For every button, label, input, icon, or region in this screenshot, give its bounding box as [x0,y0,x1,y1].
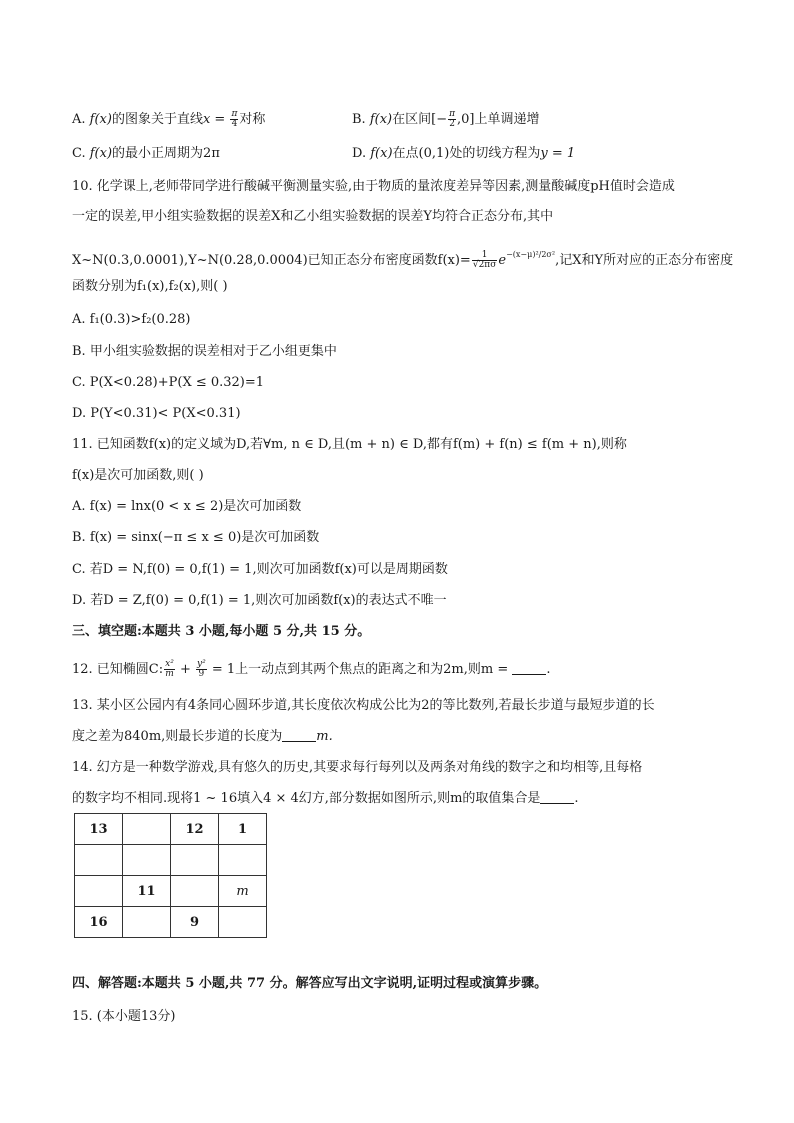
grid-cell-m: m [219,876,267,907]
grid-cell [171,845,219,876]
q13-line-2: 度之差为840m,则最长步道的长度为 m. [72,729,333,744]
grid-cell [219,845,267,876]
q10-line-3: X~N(0.3,0.0001),Y~N(0.28,0.0004)已知正态分布密度函数f(x)= $\frac{1}{√2\pi\sigma}$ $e^{-(x-\mu)^2/2\sigma^2}$,记X和Y所对应的正态分布密度 [72,250,734,270]
q11-option-c: C. 若D = N,f(0) = 0,f(1) = 1,则次可加函数f(x)可以是周期函数 [72,562,448,577]
grid-cell: 12 [171,814,219,845]
q10-line-4: 函数分别为f₁(x),f₂(x),则( ) [72,279,228,294]
q15-heading: 15. (本小题13分) [72,1009,176,1024]
q9-option-c: C. f(x)的最小正周期为2π [72,146,220,161]
q10-option-c: C. P(X<0.28)+P(X ≤ 0.32)=1 [72,375,265,390]
table-row [75,845,267,876]
q13-answer-blank [282,729,316,742]
grid-cell: 13 [75,814,123,845]
grid-cell [75,876,123,907]
q10-option-a: A. f₁(0.3)>f₂(0.28) [72,312,191,327]
q10-option-b: B. 甲小组实验数据的误差相对于乙小组更集中 [72,344,337,359]
grid-cell [123,845,171,876]
q12-answer-blank [512,662,546,675]
q10-line-1: 10. 化学课上,老师带同学进行酸碱平衡测量实验,由于物质的量浓度差异等因素,测量酸碱度pH值时会造成 [72,179,675,194]
grid-cell [171,876,219,907]
q9-option-b: B. f(x)在区间[− $\frac{\pi}{2}$ ,0]上单调递增 [352,109,540,129]
section-3-heading: 三、填空题:本题共 3 小题,每小题 5 分,共 15 分。 [72,624,371,639]
q10-option-d: D. P(Y<0.31)< P(X<0.31) [72,406,241,421]
grid-cell [123,907,171,938]
q11-line-1: 11. 已知函数f(x)的定义域为D,若∀m, n ∈ D,且(m + n) ∈ D,都有f(m) + f(n) ≤ f(m + n),则称 [72,437,627,452]
section-4-heading: 四、解答题:本题共 5 小题,共 77 分。解答应写出文字说明,证明过程或演算步骤。 [72,976,548,991]
q9-option-a: A. f(x)的图象关于直线x = $\frac{\pi}{4}$ 对称 [72,109,266,129]
q13-line-1: 13. 某小区公园内有4条同心圆环步道,其长度依次构成公比为2的等比数列,若最长步道与最短步道的长 [72,698,655,713]
q9-option-d: D. f(x)在点(0,1)处的切线方程为y = 1 [352,146,576,161]
grid-cell: 9 [171,907,219,938]
grid-cell [75,845,123,876]
q14-line-2: 的数字均不相同.现将1 ~ 16填入4 × 4幻方,部分数据如图所示,则m的取值集合是 . [72,791,579,806]
q14-answer-blank [540,791,574,804]
q10-line-2: 一定的误差,甲小组实验数据的误差X和乙小组实验数据的误差Y均符合正态分布,其中 [72,209,554,224]
grid-cell: 11 [123,876,171,907]
table-row [75,876,267,907]
table-row [75,907,267,938]
magic-square-table [74,813,267,938]
q11-option-b: B. f(x) = sinx(−π ≤ x ≤ 0)是次可加函数 [72,530,320,545]
q14-line-1: 14. 幻方是一种数学游戏,具有悠久的历史,其要求每行每列以及两条对角线的数字之和均相等,且每格 [72,760,643,775]
q11-option-d: D. 若D = Z,f(0) = 0,f(1) = 1,则次可加函数f(x)的表达式不唯一 [72,593,447,608]
q11-option-a: A. f(x) = lnx(0 < x ≤ 2)是次可加函数 [72,499,302,514]
q12-line: 12. 已知椭圆C: $\frac{\text{x²}}{m}$ + $\frac{\text{y²}}{9}$ = 1上一动点到其两个焦点的距离之和为2m,则m = . [72,659,551,679]
grid-cell [123,814,171,845]
table-row [75,814,267,845]
q11-line-2: f(x)是次可加函数,则( ) [72,468,204,483]
grid-cell: 1 [219,814,267,845]
grid-cell: 16 [75,907,123,938]
grid-cell [219,907,267,938]
